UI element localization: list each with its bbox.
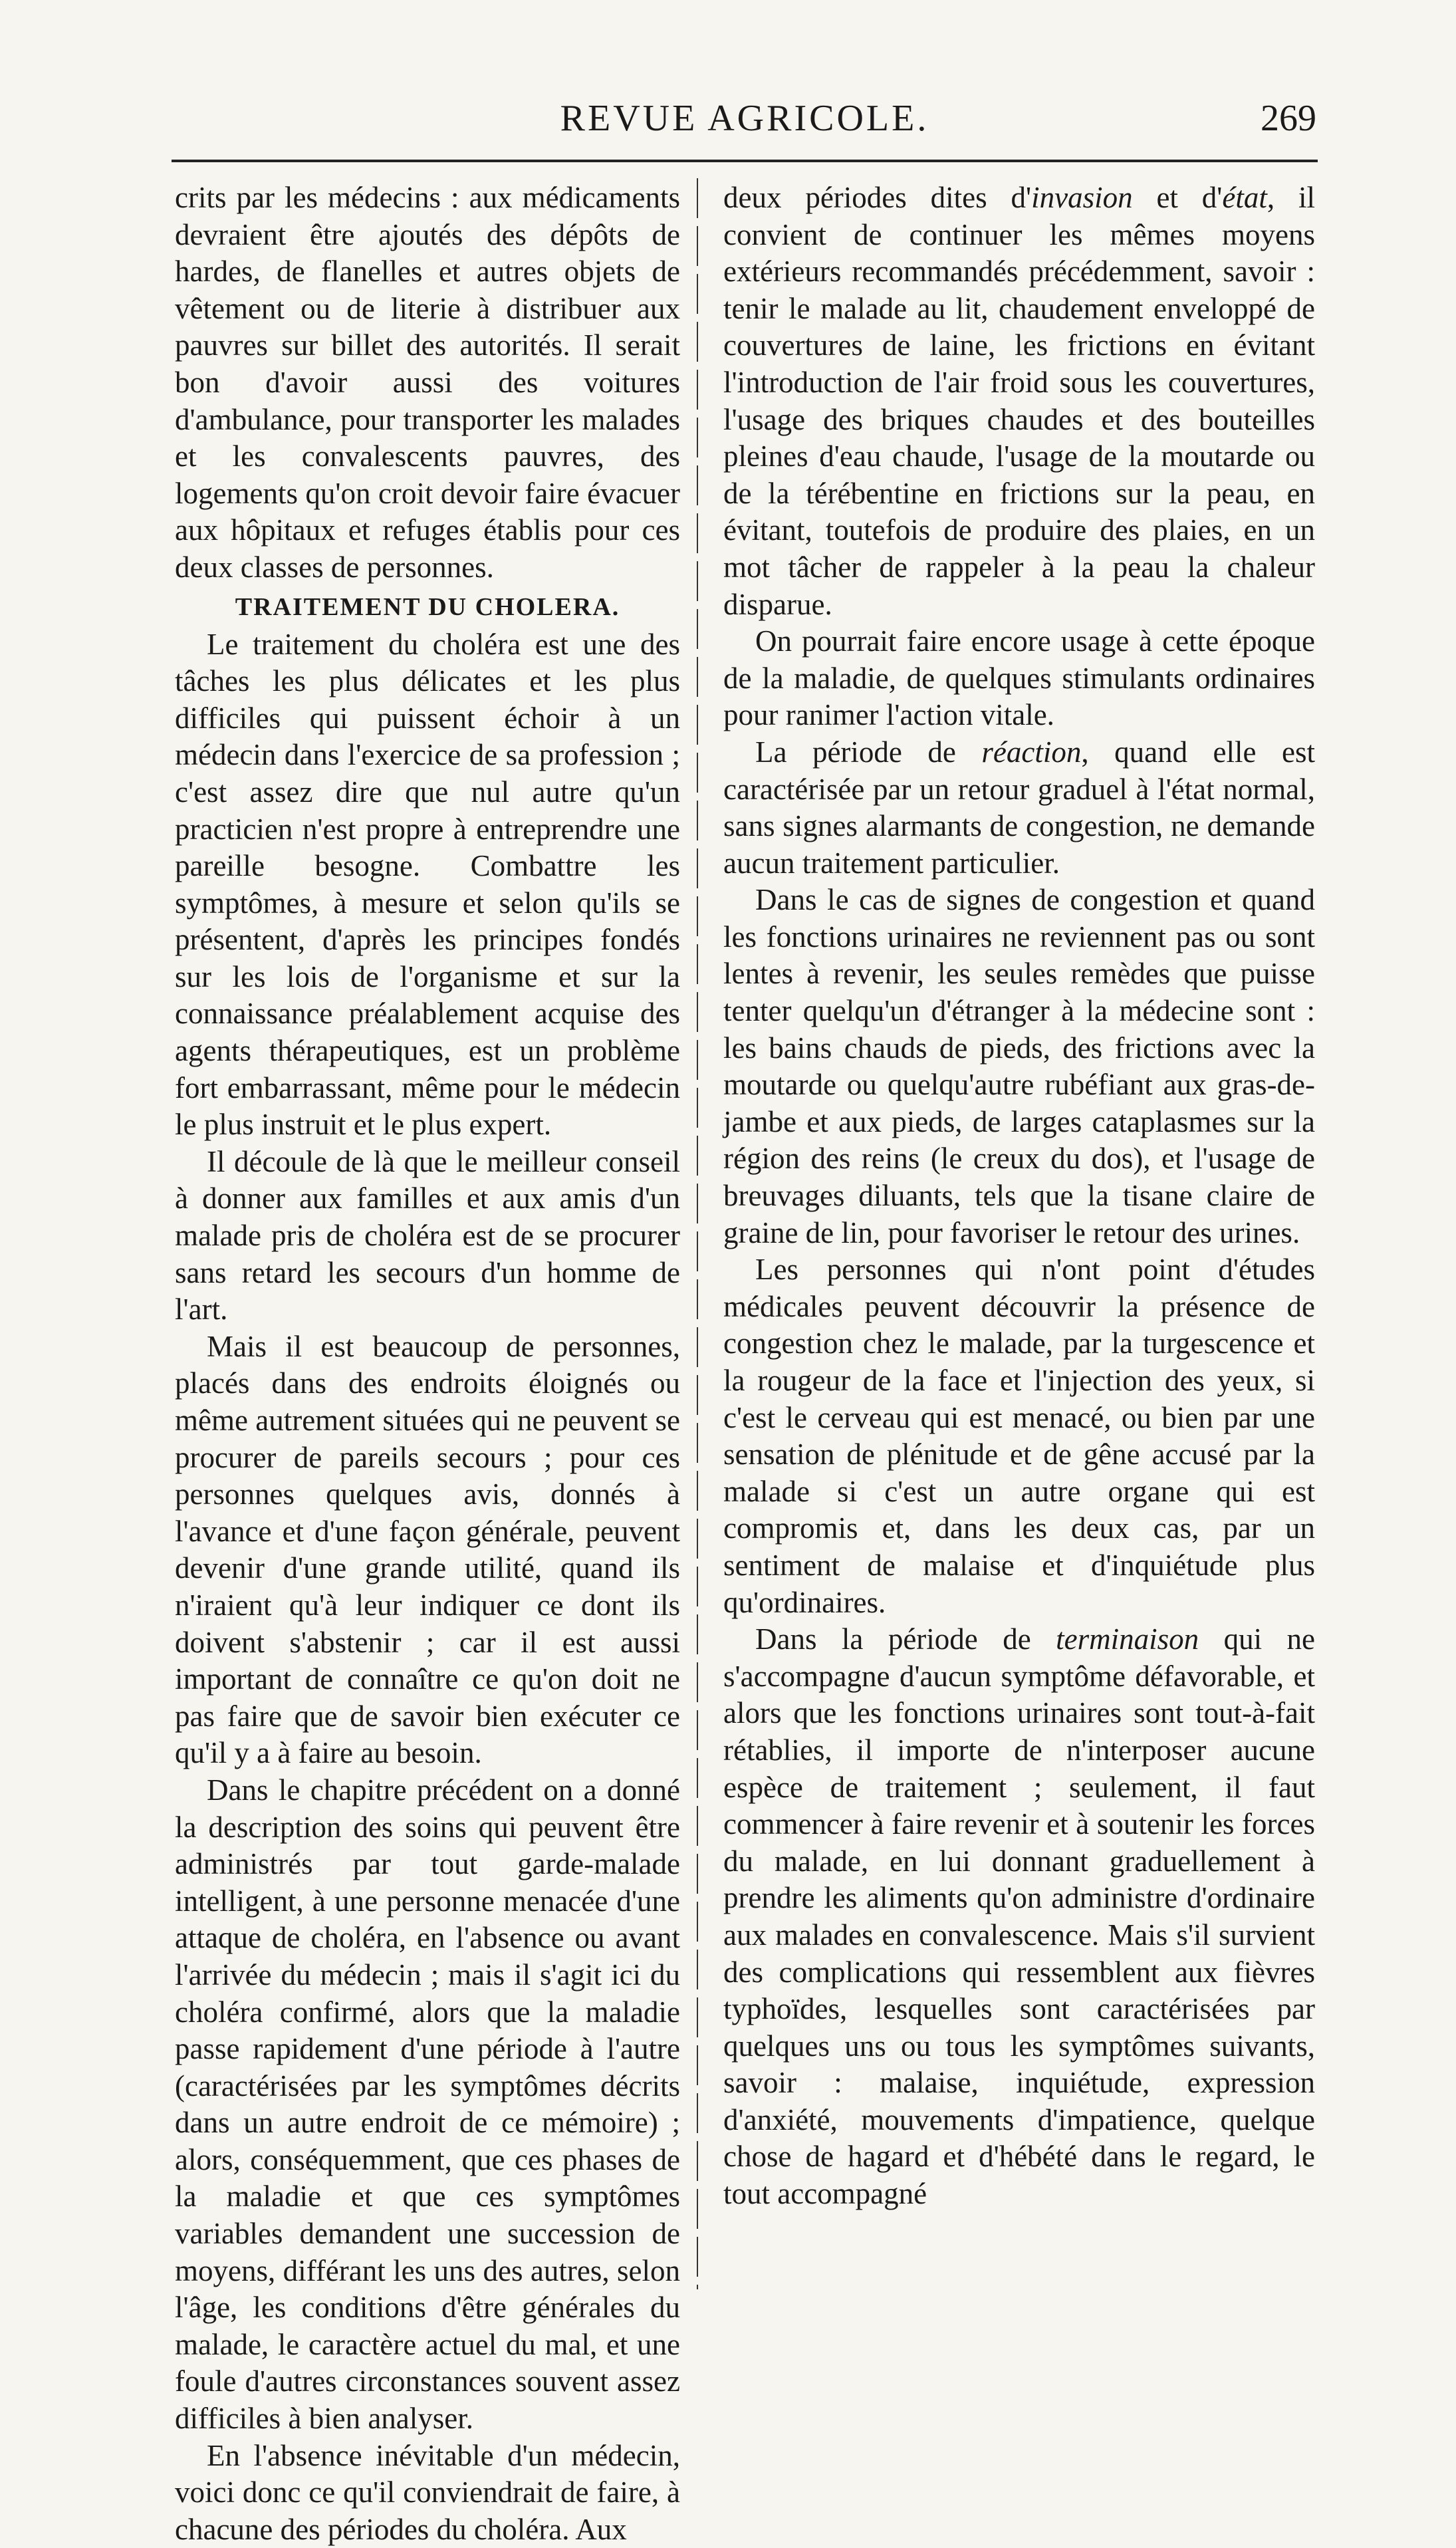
column-divider	[697, 178, 698, 2289]
text-run: La période de	[755, 735, 982, 769]
paragraph: Mais il est beaucoup de personnes, placés dans des endroits éloignés ou même autrement situées qui ne peuvent se procurer de pareils secours ; pour ces personnes quelques avis, donnés à l'avance et d'une façon générale, peuvent devenir d'une grande utilité, quand ils n'iraient qu'à leur indiquer ce dont ils doivent s'abstenir ; car il est aussi important de connaître ce qu'on doit ne pas faire que de savoir bien exécuter ce qu'il y a à faire au besoin.	[175, 1329, 680, 1770]
paragraph: Dans le cas de signes de congestion et quand les fonctions urinaires ne reviennent pas ou sont lentes à revenir, les seules remèdes que puisse tenter quelqu'un d'étranger à la médecine sont : les bains chauds de pieds, des frictions avec la moutarde ou quelqu'autre rubéfiant aux gras-de-jambe et aux pieds, de larges cataplasmes sur la région des reins (le creux du dos), et l'usage de breuvages diluants, tels que la tisane claire de graine de lin, pour favoriser le retour des urines.	[723, 883, 1315, 1249]
text-run: qui ne s'accompagne d'aucun symptôme défavorable, et alors que les fonctions urinaires sont tout-à-fait rétablies, il importe de n'interposer aucune espèce de traitement ; seulement, il faut commencer à faire revenir et à soutenir les forces du malade, en lui donnant graduellement à prendre les aliments qu'on administre d'ordinaire aux malades en convalescence. Mais s'il survient des complications qui ressemblent aux fièvres typhoïdes, lesquelles sont caractérisées par quelques uns ou tous les symptômes suivants, savoir : malaise, inquiétude, expression d'anxiété, mouvements d'impatience, quelque chose de hagard et d'hébété dans le regard, le tout accompagné	[723, 1622, 1315, 2211]
right-column	[723, 180, 1315, 2213]
paragraph	[723, 180, 1315, 623]
paragraph: Le traitement du choléra est une des tâches les plus délicates et les plus difficiles qui puissent échoir à un médecin dans l'exercice de sa profession ; c'est assez dire que nul autre qu'un practicien n'est propre à entreprendre une pareille besogne. Combattre les symptômes, à mesure et selon qu'ils se présentent, d'après les principes fondés sur les lois de l'organisme et sur la connaissance préalablement acquise des agents thérapeutiques, est un problème fort embarrassant, même pour le médecin le plus instruit et le plus expert.	[175, 627, 680, 1142]
page-number: 269	[1261, 98, 1316, 139]
paragraph: Dans le chapitre précédent on a donné la description des soins qui peuvent être administrés par tout garde-malade intelligent, à une personne menacée d'une attaque de choléra, en l'absence ou avant l'arrivée du médecin ; mais il s'agit ici du choléra confirmé, alors que la maladie passe rapidement d'une période à l'autre (caractérisées par les symptômes décrits dans un autre endroit de ce mémoire) ; alors, conséquemment, que ces phases de la maladie et que ces symptômes variables demandent une succession de moyens, différant les uns des autres, selon l'âge, les conditions d'être générales du malade, le caractère actuel du mal, et une foule d'autres circonstances souvent assez difficiles à bien analyser.	[175, 1773, 680, 2436]
italic-term: état	[1222, 181, 1267, 214]
text-run: , il convient de continuer les mêmes moyens extérieurs recommandés précédemment, savoir : tenir le malade au lit, chaudement enveloppé de couvertures de laine, les frictions en évitant l'introduction de l'air froid sous les couvertures, l'usage des briques chaudes et des bouteilles pleines d'eau chaude, l'usage de la moutarde ou de la térébentine en frictions sur la peau, en évitant, toutefois de produire des plaies, en un mot tâcher de rappeler à la peau la chaleur disparue.	[723, 181, 1315, 621]
section-heading: TRAITEMENT DU CHOLERA.	[235, 592, 620, 621]
left-column	[175, 180, 680, 2548]
paragraph	[723, 1621, 1315, 2213]
running-title: REVUE AGRICOLE.	[560, 98, 929, 139]
paragraph: crits par les médecins : aux médicaments devraient être ajoutés des dépôts de hardes, de flanelles et autres objets de vêtement ou de literie à distribuer aux pauvres sur billet des autorités. Il serait bon d'avoir aussi des voitures d'ambulance, pour transporter les malades et les convalescents pauvres, des logements qu'on croit devoir faire évacuer aux hôpitaux et refuges établis pour ces deux classes de personnes.	[175, 181, 680, 584]
paragraph: Les personnes qui n'ont point d'études médicales peuvent découvrir la présence de congestion chez le malade, par la turgescence et la rougeur de la face et l'injection des yeux, si c'est le cerveau qui est menacé, ou bien par une sensation de plénitude et de gêne accusé par la malade si c'est un autre organe qui est compromis et, dans les deux cas, par un sentiment de malaise et d'inquiétude plus qu'ordinaires.	[723, 1253, 1315, 1619]
italic-term: terminaison	[1056, 1622, 1199, 1656]
text-run: et d'	[1132, 181, 1223, 214]
italic-term: invasion	[1031, 181, 1133, 214]
text-run: deux périodes dites d'	[723, 181, 1032, 214]
text-run: , quand elle est caractérisée par un retour graduel à l'état normal, sans signes alarmants de congestion, ne demande aucun traitement particulier.	[723, 735, 1315, 880]
page-header	[173, 92, 1316, 145]
text-run: Dans la période de	[755, 1622, 1056, 1656]
paragraph	[723, 734, 1315, 882]
italic-term: réaction	[981, 735, 1082, 769]
header-rule	[172, 160, 1318, 162]
paragraph: On pourrait faire encore usage à cette époque de la maladie, de quelques stimulants ordinaires pour ranimer l'action vitale.	[723, 624, 1315, 732]
paragraph: Il découle de là que le meilleur conseil à donner aux familles et aux amis d'un malade pris de choléra est de se procurer sans retard les secours d'un homme de l'art.	[175, 1144, 680, 1327]
paragraph: En l'absence inévitable d'un médecin, voici donc ce qu'il conviendrait de faire, à chacune des périodes du choléra. Aux	[175, 2438, 680, 2546]
